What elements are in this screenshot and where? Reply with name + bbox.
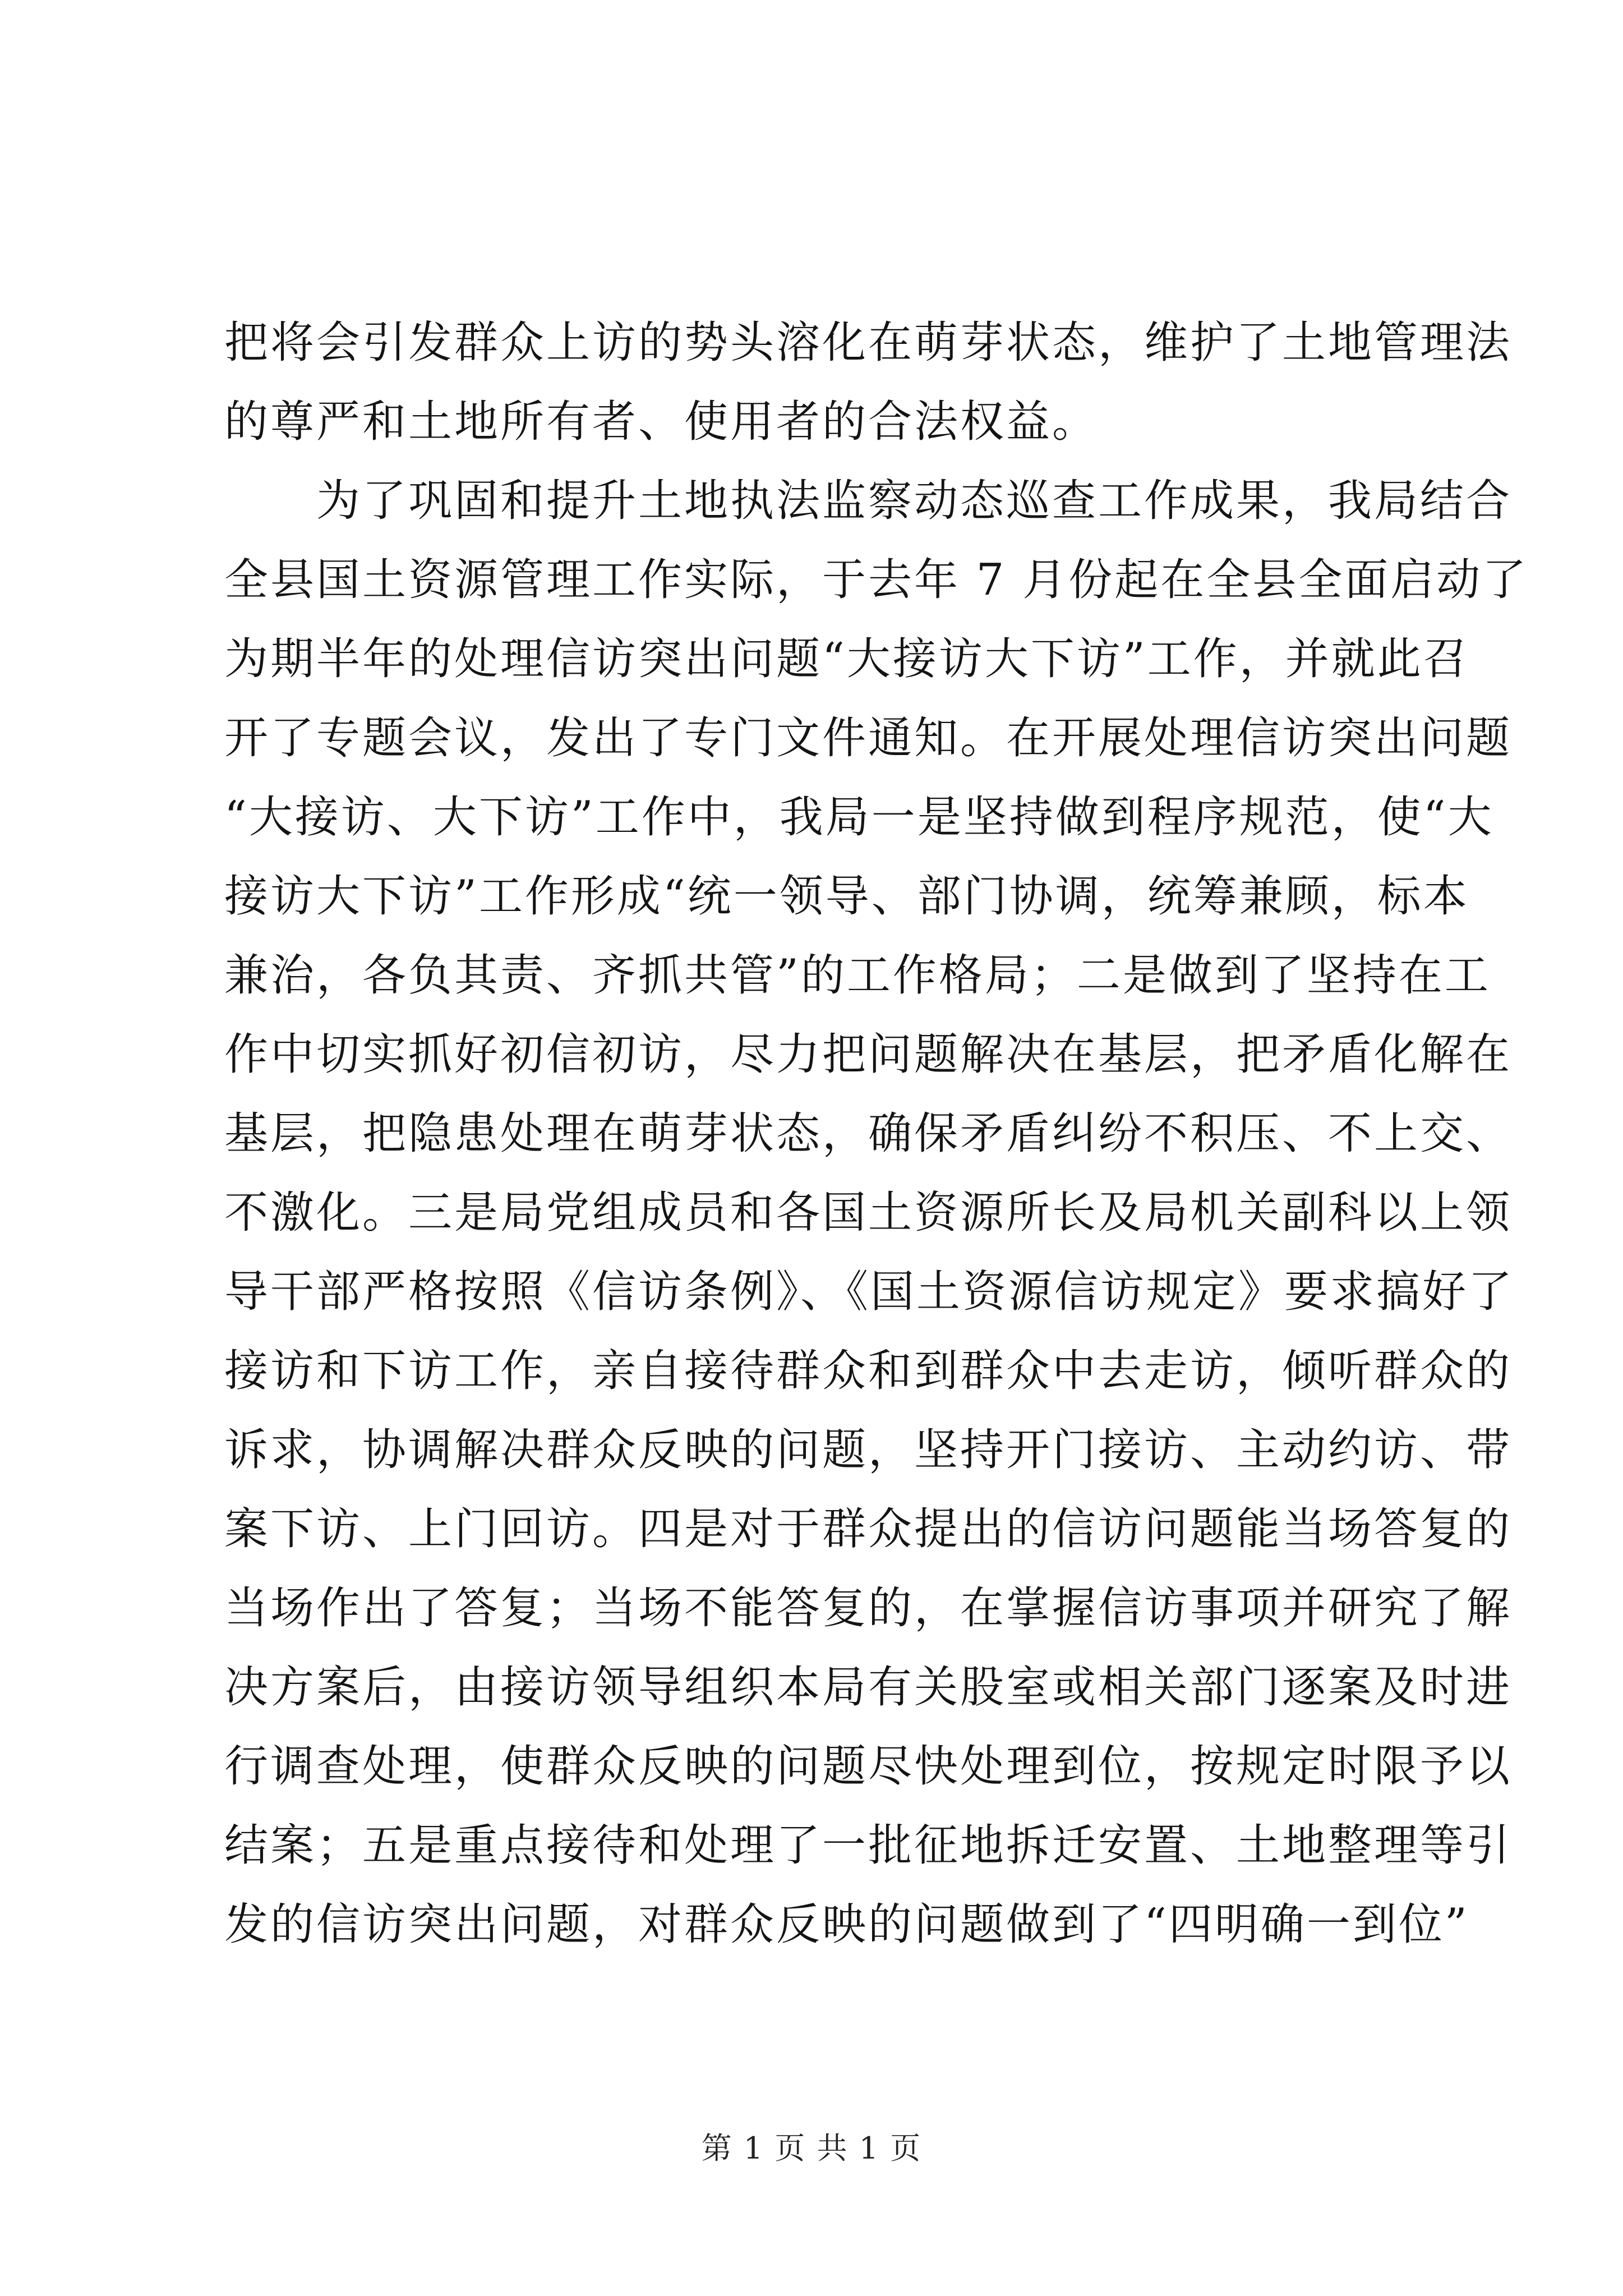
text-line-18: 决方案后，由接访领导组织本局有关股室或相关部门逐案及时进 xyxy=(224,1662,1513,1713)
text-line-14: 接访和下访工作，亲自接待群众和到群众中去走访，倾听群众的 xyxy=(224,1346,1513,1396)
text-line-17: 当场作出了答复；当场不能答复的，在掌握信访事项并研究了解 xyxy=(224,1583,1513,1634)
text-line-20: 结案；五是重点接待和处理了一批征地拆迁安置、土地整理等引 xyxy=(224,1820,1513,1871)
page-number-label: 第 1 页 共 1 页 xyxy=(701,2131,922,2166)
text-line-8: 接访大下访”工作形成“统一领导、部门协调，统筹兼顾，标本 xyxy=(224,871,1469,922)
text-line-6: 开了专题会议，发出了专门文件通知。在开展处理信访突出问题 xyxy=(224,713,1513,763)
text-line-13: 导干部严格按照《信访条例》、《国土资源信访规定》要求搞好了 xyxy=(224,1267,1515,1317)
text-line-19: 行调查处理，使群众反映的问题尽快处理到位，按规定时限予以 xyxy=(224,1741,1513,1792)
text-line-11: 基层，把隐患处理在萌芽状态，确保矛盾纠纷不积压、不上交、 xyxy=(224,1108,1513,1159)
text-line-1: 把将会引发群众上访的势头溶化在萌芽状态，维护了土地管理法 xyxy=(224,318,1513,368)
text-line-9: 兼治，各负其责、齐抓共管”的工作格局；二是做到了坚持在工 xyxy=(224,950,1491,1001)
page-footer xyxy=(0,2129,1623,2168)
text-line-16: 案下访、上门回访。四是对于群众提出的信访问题能当场答复的 xyxy=(224,1504,1513,1554)
text-line-4: 全县国土资源管理工作实际，于去年 7 月份起在全县全面启动了 xyxy=(224,555,1529,605)
text-line-15: 诉求，协调解决群众反映的问题，坚持开门接访、主动约访、带 xyxy=(224,1425,1513,1475)
text-line-5: 为期半年的处理信访突出问题“大接访大下访”工作，并就此召 xyxy=(224,634,1469,684)
text-line-10: 作中切实抓好初信初访，尽力把问题解决在基层，把矛盾化解在 xyxy=(224,1029,1513,1080)
text-line-3: 为了巩固和提升土地执法监察动态巡查工作成果，我局结合 xyxy=(316,476,1513,526)
text-line-12: 不激化。三是局党组成员和各国土资源所长及局机关副科以上领 xyxy=(224,1188,1513,1238)
text-line-21: 发的信访突出问题，对群众反映的问题做到了“四明确一到位” xyxy=(224,1899,1469,1950)
text-line-7: “大接访、大下访”工作中，我局一是坚持做到程序规范，使“大 xyxy=(224,792,1494,843)
text-line-2: 的尊严和土地所有者、使用者的合法权益。 xyxy=(224,397,1099,447)
body-text xyxy=(224,303,1529,1964)
